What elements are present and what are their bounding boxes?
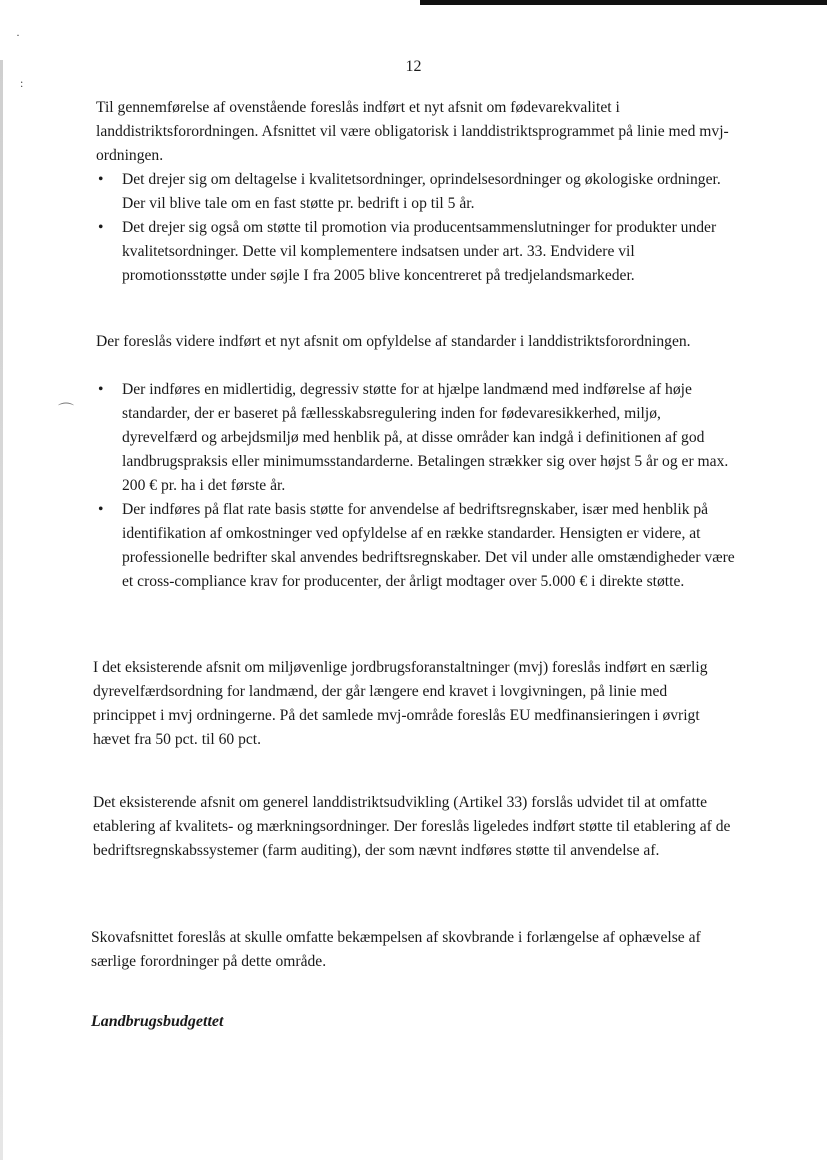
scan-speck: :: [20, 76, 24, 90]
bullet-item: • Der indføres på flat rate basis støtte for anvendelse af bedriftsregnskaber, især med henblik på identifikation af omkostninger ved opfyldelse af en række standarder. Hensigten er videre, at professionelle bedrifter skal anvendes bedriftsregnskaber. Det vil under alle omstændigheder være et cross-compliance krav for producenter, der årligt modtager over 5.000 € i direkte støtte.: [96, 498, 736, 594]
bullet-item: • Der indføres en midlertidig, degressiv støtte for at hjælpe landmænd med indførelse af høje standarder, der er baseret på fællesskabsregulering inden for fødevaresikkerhed, miljø, dyrevelfærd og arbejdsmiljø med henblik på, at disse områder kan indgå i definitionen af god landbrugspraksis eller minimumsstandarderne. Betalingen strækker sig over højst 5 år og er max. 200 € pr. ha i det første år.: [96, 378, 736, 498]
scan-speck: ·: [16, 28, 20, 42]
section-1-bullet-list: [96, 168, 736, 288]
section-1-intro: Til gennemførelse af ovenstående foreslås indført et nyt afsnit om fødevarekvalitet i landdistriktsforordningen. Afsnittet vil være obligatorisk i landdistriktsprogrammet på linie med mvj-ordningen.: [96, 99, 729, 164]
page-number: 12: [405, 58, 422, 75]
paragraph-mvj: I det eksisterende afsnit om miljøvenlige jordbrugsforanstaltninger (mvj) foreslås indført en særlig dyrevelfærdsordning for landmænd, der går længere end kravet i lovgivningen, på linie med princippet i mvj ordningerne. På det samlede mvj-område foreslås EU medfinansieringen i øvrigt hævet fra 50 pct. til 60 pct.: [93, 659, 708, 748]
scan-edge-top: [420, 0, 827, 5]
scan-speck: ⌒: [58, 403, 75, 420]
scan-edge-left: [0, 60, 3, 1160]
paragraph-skovafsnit: Skovafsnittet foreslås at skulle omfatte bekæmpelsen af skovbrande i forlængelse af ophævelse af særlige forordninger på dette område.: [91, 929, 701, 970]
paragraph-landdistriktsudvikling: Det eksisterende afsnit om generel landdistriktsudvikling (Artikel 33) forslås udvidet til at omfatte etablering af kvalitets- og mærkningsordninger. Der foreslås ligeledes indført støtte til etablering af de bedriftsregnskabssystemer (farm auditing), der som nævnt indføres støtte til anvendelse af.: [93, 794, 731, 859]
section-2-intro: Der foreslås videre indført et nyt afsnit om opfyldelse af standarder i landdistriktsforordningen.: [96, 333, 691, 350]
bullet-item: • Det drejer sig også om støtte til promotion via producentsammenslutninger for produkter under kvalitetsordninger. Dette vil komplementere indsatsen under art. 33. Endvidere vil promotionsstøtte under søjle I fra 2005 blive koncentreret på tredjelandsmarkeder.: [96, 216, 736, 288]
section-heading: Landbrugsbudgettet: [91, 1013, 224, 1030]
bullet-item: • Det drejer sig om deltagelse i kvalitetsordninger, oprindelsesordninger og økologiske ordninger. Der vil blive tale om en fast støtte pr. bedrift i op til 5 år.: [96, 168, 736, 216]
section-2-bullet-list: [96, 378, 736, 594]
